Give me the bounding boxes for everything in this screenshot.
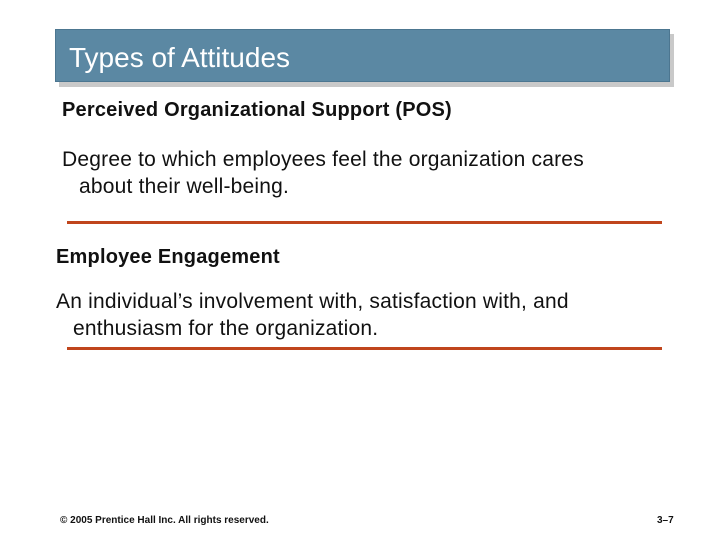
section-text-pos bbox=[62, 146, 682, 200]
section-text-pos-line2: about their well-being. bbox=[79, 175, 290, 198]
section-text-engagement bbox=[56, 288, 676, 342]
footer-page-number: 3–7 bbox=[657, 515, 674, 526]
section-heading-engagement: Employee Engagement bbox=[56, 246, 280, 268]
title-bar bbox=[55, 29, 670, 82]
section-text-engagement-line1: An individual’s involvement with, satisfaction with, and bbox=[56, 290, 569, 313]
section-divider-1 bbox=[67, 221, 662, 224]
footer-copyright: © 2005 Prentice Hall Inc. All rights reserved. bbox=[60, 515, 269, 526]
section-divider-2 bbox=[67, 347, 662, 350]
section-heading-pos: Perceived Organizational Support (POS) bbox=[62, 99, 452, 121]
section-text-engagement-line2: enthusiasm for the organization. bbox=[73, 317, 379, 340]
section-text-pos-line1: Degree to which employees feel the organization cares bbox=[62, 148, 584, 171]
slide-title: Types of Attitudes bbox=[69, 42, 291, 73]
